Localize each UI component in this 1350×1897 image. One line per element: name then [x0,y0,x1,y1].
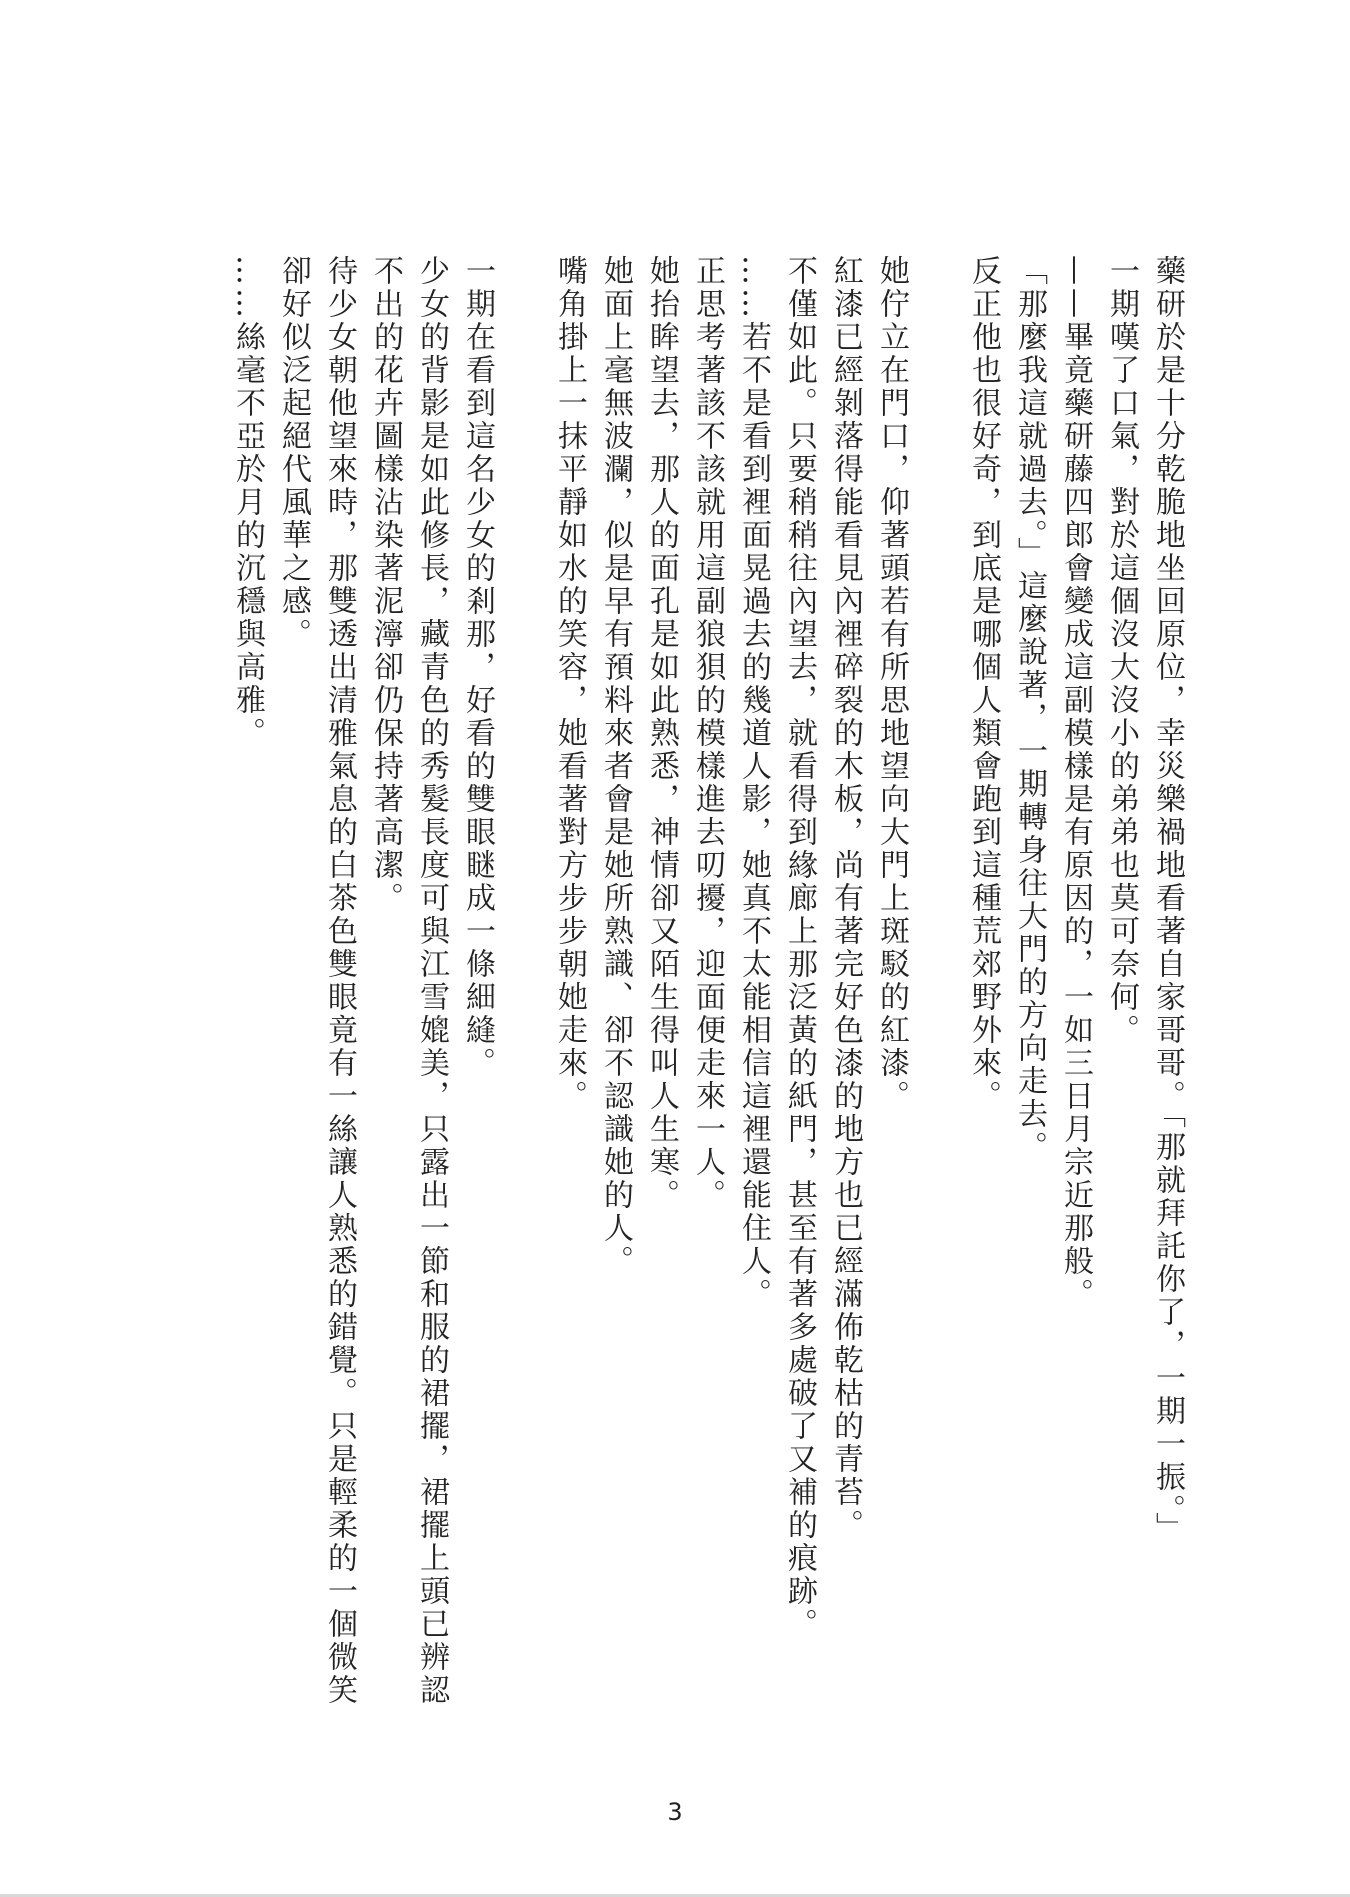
paragraph: ——畢竟藥研藤四郎會變成這副模樣是有原因的，一如三日月宗近那般。 [1058,255,1093,1311]
paragraph: 紅漆已經剝落得能看見內裡碎裂的木板，尚有著完好色漆的地方也已經滿佈乾枯的青苔。 [828,255,863,1542]
section-gap [500,255,546,1715]
paragraph: 她面上毫無波瀾，似是早有預料來者會是她所熟識、卻不認識她的人。 [598,255,633,1278]
paragraph: 正思考著該不該就用這副狼狽的模樣進去叨擾，迎面便走來一人。 [690,255,725,1212]
paragraph: 不僅如此。只要稍稍往內望去，就看得到緣廊上那泛黃的紙門，甚至有著多處破了又補的痕跡。 [782,255,817,1641]
paragraph: 藥研於是十分乾脆地坐回原位，幸災樂禍地看著自家哥哥。「那就拜託你了，一期一振。」 [1150,255,1185,1545]
vertical-text-body [224,255,1190,1715]
paragraph: 少女的背影是如此修長，藏青色的秀髮長度可與江雪媲美，只露出一節和服的裙擺，裙擺上頭已辨認不出的花卉圖樣沾染著泥濘卻仍保持著高潔。 [368,255,449,1707]
paragraph: 「那麼我這就過去。」這麼說著，一期轉身往大門的方向走去。 [1012,255,1047,1164]
page-number: 3 [667,1798,683,1826]
paragraph: 一期嘆了口氣，對於這個沒大沒小的弟弟也莫可奈何。 [1104,255,1139,1047]
paragraph: 她抬眸望去，那人的面孔是如此熟悉，神情卻又陌生得叫人生寒。 [644,255,679,1212]
paragraph: 她佇立在門口，仰著頭若有所思地望向大門上斑駁的紅漆。 [874,255,909,1113]
paragraph: 待少女朝他望來時，那雙透出清雅氣息的白茶色雙眼竟有一絲讓人熟悉的錯覺。只是輕柔的一個微笑卻好似泛起絕代風華之感。 [276,255,357,1707]
paragraph: 反正他也很好奇，到底是哪個人類會跑到這種荒郊野外來。 [966,255,1001,1113]
paragraph: ……絲毫不亞於月的沉穩與高雅。 [230,255,265,750]
paragraph: ……若不是看到裡面晃過去的幾道人影，她真不太能相信這裡還能住人。 [736,255,771,1311]
section-gap [914,255,960,1715]
paragraph: 一期在看到這名少女的剎那，好看的雙眼瞇成一條細縫。 [460,255,495,1080]
paragraph: 嘴角掛上一抹平靜如水的笑容，她看著對方步步朝她走來。 [552,255,587,1113]
